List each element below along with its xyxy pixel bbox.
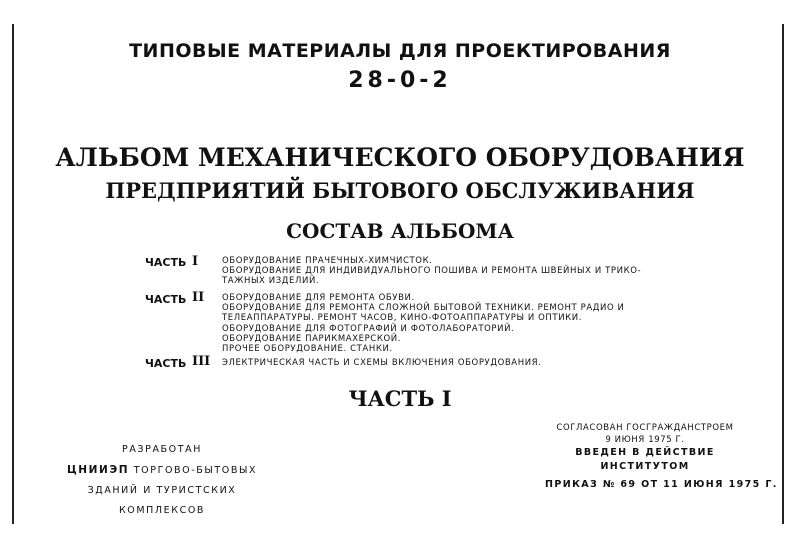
part-1-line: ОБОРУДОВАНИЕ ДЛЯ ИНДИВИДУАЛЬНОГО ПОШИВА И РЕМОНТА ШВЕЙНЫХ И ТРИКО-: [222, 266, 642, 277]
part-2-number: II: [192, 290, 205, 305]
album-title-line2: ПРЕДПРИЯТИЙ БЫТОВОГО ОБСЛУЖИВАНИЯ: [105, 178, 695, 203]
album-title-line1: АЛЬБОМ МЕХАНИЧЕСКОГО ОБОРУДОВАНИЯ: [55, 143, 745, 172]
developer-org-line: [62, 460, 262, 481]
part-2-line: ОБОРУДОВАНИЕ ДЛЯ ФОТОГРАФИЙ И ФОТОЛАБОРАТОРИЙ.: [222, 323, 515, 334]
approval-agreed: СОГЛАСОВАН ГОСГРАЖДАНСТРОЕМ: [556, 423, 734, 433]
approval-enacted1: ВВЕДЕН В ДЕЙСТВИЕ: [575, 447, 715, 458]
part-2-description: [222, 293, 625, 354]
approval-block: [545, 422, 778, 492]
part-2-line: ТЕЛЕАППАРАТУРЫ. РЕМОНТ ЧАСОВ, КИНО-ФОТОАППАРАТУРЫ И ОПТИКИ.: [222, 313, 583, 324]
part-1-label: ЧАСТЬ: [145, 256, 187, 269]
part-2-line: ОБОРУДОВАНИЕ ДЛЯ РЕМОНТА СЛОЖНОЙ БЫТОВОЙ ТЕХНИКИ. РЕМОНТ РАДИО И: [222, 303, 625, 314]
part-3-line: ЭЛЕКТРИЧЕСКАЯ ЧАСТЬ И СХЕМЫ ВКЛЮЧЕНИЯ ОБОРУДОВАНИЯ.: [222, 358, 542, 368]
developer-line1: РАЗРАБОТАН: [122, 444, 202, 455]
series-title: ТИПОВЫЕ МАТЕРИАЛЫ ДЛЯ ПРОЕКТИРОВАНИЯ: [129, 40, 671, 62]
part-3-number: III: [192, 354, 211, 369]
developer-block: [62, 440, 262, 521]
developer-line4: КОМПЛЕКСОВ: [118, 505, 206, 516]
part-3-label: ЧАСТЬ: [145, 357, 187, 370]
part-2-label: ЧАСТЬ: [145, 293, 187, 306]
approval-order: ПРИКАЗ № 69 ОТ 11 ИЮНЯ 1975 Г.: [545, 479, 778, 490]
contents-heading: СОСТАВ АЛЬБОМА: [286, 219, 514, 243]
document-code: 28-0-2: [348, 68, 452, 93]
approval-enacted2: ИНСТИТУТОМ: [600, 461, 690, 472]
developer-line3: ЗДАНИЙ И ТУРИСТСКИХ: [87, 485, 237, 496]
part-1-description: [222, 256, 641, 287]
part-2-line: ПРОЧЕЕ ОБОРУДОВАНИЕ. СТАНКИ.: [222, 344, 393, 355]
approval-agreed-date: 9 ИЮНЯ 1975 Г.: [605, 435, 685, 445]
part-1-line: ТАЖНЫХ ИЗДЕЛИЙ.: [222, 276, 320, 287]
part-3-description: [222, 358, 541, 368]
volume-title: ЧАСТЬ I: [348, 386, 452, 411]
part-1-line: ОБОРУДОВАНИЕ ПРАЧЕЧНЫХ-ХИМЧИСТОК.: [222, 256, 433, 266]
part-1-number: I: [192, 254, 199, 269]
part-2-line: ОБОРУДОВАНИЕ ДЛЯ РЕМОНТА ОБУВИ.: [222, 293, 415, 303]
developer-line2: ТОРГОВО-БЫТОВЫХ: [133, 465, 258, 476]
part-2-line: ОБОРУДОВАНИЕ ПАРИКМАХЕРСКОЙ.: [222, 333, 402, 344]
developer-org: ЦНИИЭП: [66, 464, 130, 476]
